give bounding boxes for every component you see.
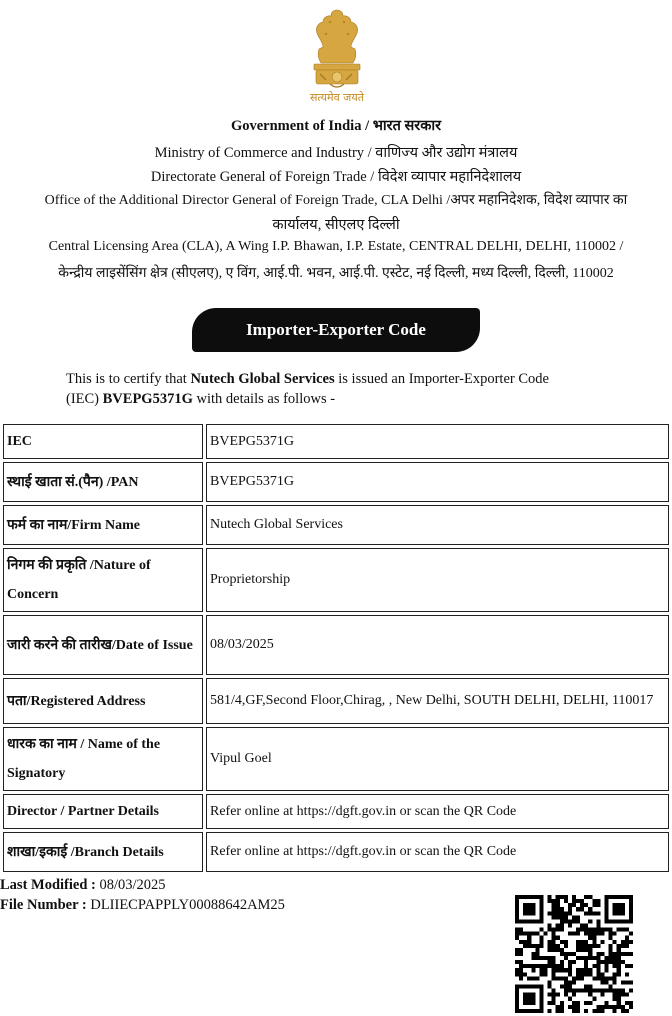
- emblem-motto: सत्यमेव जयते: [309, 91, 365, 104]
- row-label-nature-of-concern: निगम की प्रकृति /Nature of Concern: [3, 548, 203, 612]
- office-line-1: Office of the Additional Director General of Foreign Trade, CLA Delhi /अपर महानिदेशक, विदेश व्यापार का: [44, 193, 628, 208]
- last-modified-label: Last Modified :: [0, 877, 100, 893]
- document-title-banner: Importer-Exporter Code: [192, 308, 480, 352]
- national-emblem: [300, 4, 374, 106]
- row-label-branch-details: शाखा/इकाई /Branch Details: [3, 832, 203, 872]
- address-line-2: केन्द्रीय लाइसेंसिंग क्षेत्र (सीएलए), ए विंग, आई.पी. भवन, आई.पी. एस्टेट, नई दिल्ली, मध्य दिल्ली, दिल्ली, 110002: [58, 266, 614, 281]
- row-value-pan: BVEPG5371G: [206, 462, 669, 502]
- row-value-iec: BVEPG5371G: [206, 424, 669, 459]
- government-heading: Government of India / भारत सरकार: [230, 118, 442, 134]
- cert-suffix: with details as follows -: [192, 391, 336, 407]
- row-label-firm-name: फर्म का नाम/Firm Name: [3, 505, 203, 545]
- row-value-date-of-issue: 08/03/2025: [206, 615, 669, 675]
- certification-statement: [66, 369, 626, 409]
- row-label-pan: स्थाई खाता सं.(पैन) /PAN: [3, 462, 203, 502]
- row-label-iec: IEC: [3, 424, 203, 459]
- directorate-line: Directorate General of Foreign Trade / विदेश व्यापार महानिदेशालय: [150, 169, 522, 185]
- row-value-registered-address: 581/4,GF,Second Floor,Chirag, , New Delhi, SOUTH DELHI, DELHI, 110017: [206, 678, 669, 724]
- table-row: [3, 424, 669, 459]
- table-row: [3, 615, 669, 675]
- row-label-registered-address: पता/Registered Address: [3, 678, 203, 724]
- table-row: [3, 727, 669, 791]
- row-value-nature-of-concern: Proprietorship: [206, 548, 669, 612]
- table-row: [3, 548, 669, 612]
- table-row: [3, 832, 669, 872]
- cert-middle: is issued an Importer-Exporter Code: [334, 371, 549, 387]
- iec-details-table: [0, 421, 672, 875]
- table-row: [3, 794, 669, 829]
- cert-firm-name: Nutech Global Services: [190, 371, 335, 387]
- cert-iec-prefix: (IEC): [66, 391, 103, 407]
- table-row: [3, 505, 669, 545]
- row-value-director-details: Refer online at https://dgft.gov.in or scan the QR Code: [206, 794, 669, 829]
- table-row: [3, 678, 669, 724]
- cert-prefix: This is to certify that: [66, 371, 191, 387]
- qr-code-icon: [515, 895, 633, 1013]
- address-line-1: Central Licensing Area (CLA), A Wing I.P. Bhawan, I.P. Estate, CENTRAL DELHI, DELHI, 110002 /: [48, 239, 624, 254]
- row-value-branch-details: Refer online at https://dgft.gov.in or scan the QR Code: [206, 832, 669, 872]
- file-number-value: DLIIECPAPPLY00088642AM25: [90, 897, 285, 913]
- last-modified: [0, 877, 166, 894]
- row-value-firm-name: Nutech Global Services: [206, 505, 669, 545]
- table-row: [3, 462, 669, 502]
- row-label-date-of-issue: जारी करने की तारीख/Date of Issue: [3, 615, 203, 675]
- last-modified-value: 08/03/2025: [99, 877, 166, 893]
- row-value-signatory: Vipul Goel: [206, 727, 669, 791]
- ministry-line: Ministry of Commerce and Industry / वाणिज्य और उद्योग मंत्रालय: [154, 145, 518, 161]
- file-number: [0, 897, 285, 914]
- file-number-label: File Number :: [0, 897, 91, 913]
- row-label-director-details: Director / Partner Details: [3, 794, 203, 829]
- cert-iec-code: BVEPG5371G: [102, 391, 193, 407]
- row-label-signatory: धारक का नाम / Name of the Signatory: [3, 727, 203, 791]
- office-line-2: कार्यालय, सीएलए दिल्ली: [272, 217, 400, 233]
